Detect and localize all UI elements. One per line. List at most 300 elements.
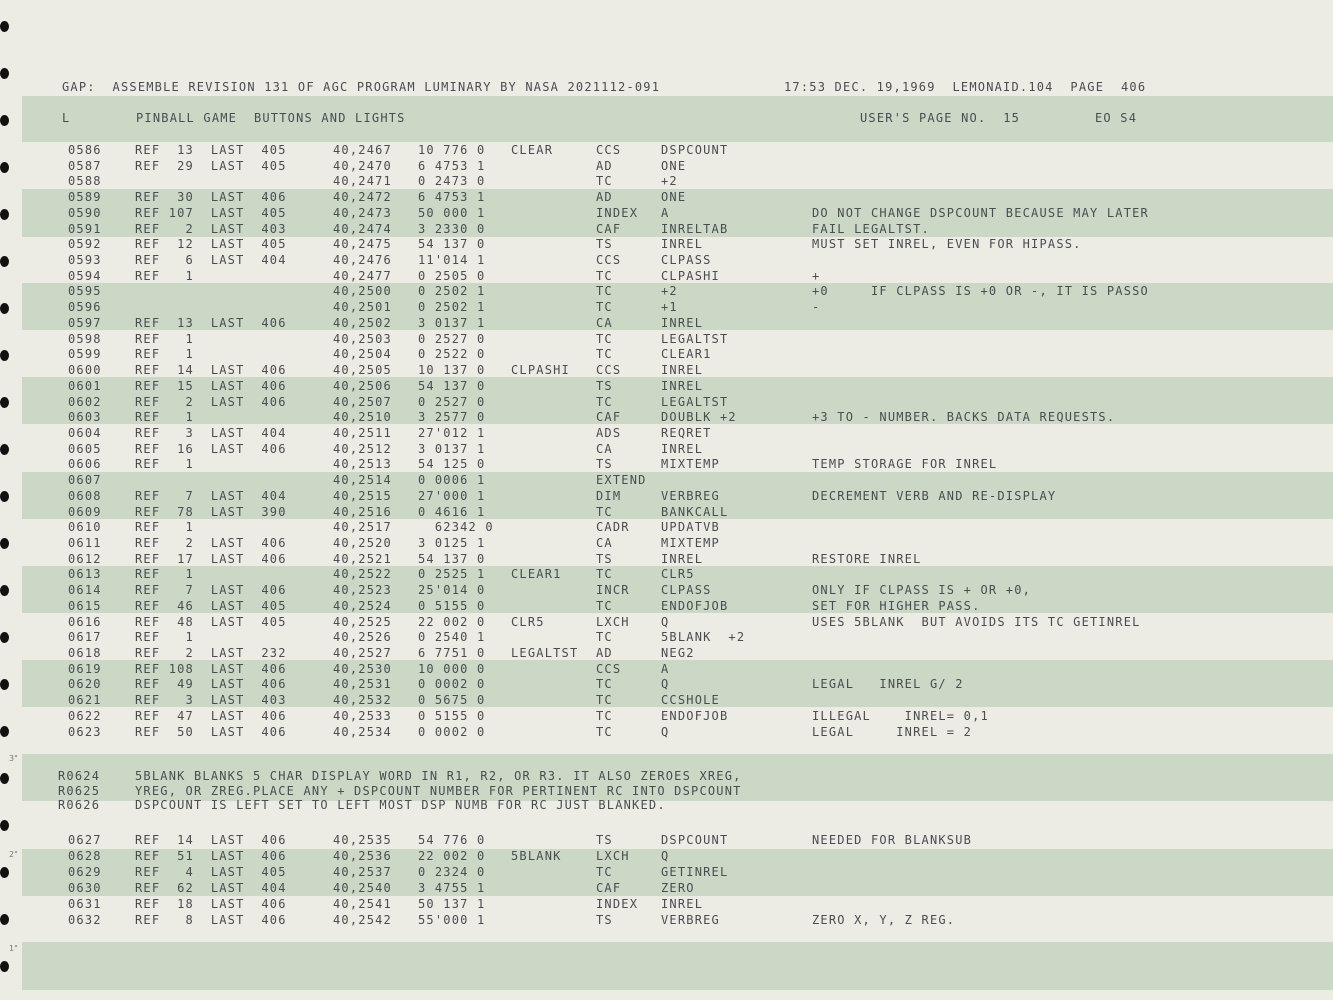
- cell-op: TS: [596, 551, 613, 566]
- cell-code: 6 4753 1: [418, 158, 486, 173]
- remark-line: R0625: [58, 783, 101, 798]
- cell-line: 0618: [68, 646, 102, 661]
- cell-comment: USES 5BLANK BUT AVOIDS ITS TC GETINREL: [812, 614, 1141, 629]
- cell-ref: REF 1: [135, 457, 194, 472]
- cell-comment: LEGAL INREL = 2: [812, 724, 973, 739]
- cell-ref: REF 7 LAST 404: [135, 488, 287, 503]
- cell-addr: 40,2506: [333, 378, 392, 393]
- cell-code: 22 002 0: [418, 614, 486, 629]
- cell-code: 25'014 0: [418, 583, 486, 598]
- cell-code: 0 0002 0: [418, 677, 486, 692]
- ruler-mark: 3": [9, 754, 18, 763]
- listing-row: [0, 363, 1333, 377]
- remark-text: YREG, OR ZREG.PLACE ANY + DSPCOUNT NUMBER FOR PERTINENT RC INTO DSPCOUNT: [135, 783, 742, 798]
- cell-ref: REF 30 LAST 406: [135, 190, 287, 205]
- cell-op: TC: [596, 284, 613, 299]
- cell-operand: CLPASS: [661, 583, 712, 598]
- cell-line: 0607: [68, 473, 102, 488]
- cell-addr: 40,2514: [333, 473, 392, 488]
- cell-op: CCS: [596, 363, 622, 378]
- remark-row: [0, 784, 1333, 798]
- cell-comment: TEMP STORAGE FOR INREL: [812, 457, 998, 472]
- section-title: PINBALL GAME BUTTONS AND LIGHTS: [136, 111, 406, 125]
- cell-op: CAF: [596, 221, 622, 236]
- cell-line: 0615: [68, 598, 102, 613]
- cell-operand: DOUBLK +2: [661, 410, 737, 425]
- cell-addr: 40,2500: [333, 284, 392, 299]
- cell-op: TC: [596, 300, 613, 315]
- cell-op: TC: [596, 567, 613, 582]
- cell-ref: REF 18 LAST 406: [135, 896, 287, 911]
- cell-op: DIM: [596, 488, 622, 503]
- cell-line: 0632: [68, 912, 102, 927]
- cell-line: 0614: [68, 583, 102, 598]
- cell-operand: CLR5: [661, 567, 695, 582]
- cell-operand: MIXTEMP: [661, 457, 720, 472]
- cell-code: 62342 0: [418, 520, 494, 535]
- listing-row: [0, 442, 1333, 456]
- cell-line: 0598: [68, 331, 102, 346]
- remark-row: [0, 798, 1333, 812]
- cell-operand: CLPASS: [661, 253, 712, 268]
- cell-op: LXCH: [596, 848, 630, 863]
- cell-comment: NEEDED FOR BLANKSUB: [812, 833, 973, 847]
- cell-addr: 40,2521: [333, 551, 392, 566]
- cell-ref: REF 2 LAST 232: [135, 646, 287, 661]
- cell-code: 3 0125 1: [418, 536, 486, 550]
- cell-line: 0627: [68, 833, 102, 847]
- cell-op: ADS: [596, 425, 622, 440]
- cell-ref: REF 14 LAST 406: [135, 363, 287, 378]
- cell-addr: 40,2534: [333, 724, 392, 739]
- listing-row: [0, 677, 1333, 691]
- listing-row: [0, 725, 1333, 739]
- cell-code: 55'000 1: [418, 912, 486, 927]
- cell-addr: 40,2531: [333, 677, 392, 692]
- remark-row: [0, 769, 1333, 783]
- cell-ref: REF 78 LAST 390: [135, 504, 287, 519]
- cell-line: 0597: [68, 315, 102, 330]
- cell-code: 0 5155 0: [418, 598, 486, 613]
- cell-label: CLEAR: [511, 143, 554, 157]
- cell-line: 0603: [68, 410, 102, 425]
- cell-code: 10 137 0: [418, 363, 486, 378]
- cell-addr: 40,2477: [333, 268, 392, 283]
- cell-comment: DO NOT CHANGE DSPCOUNT BECAUSE MAY LATER: [812, 205, 1149, 220]
- cell-operand: ONE: [661, 158, 687, 173]
- cell-code: 0 5155 0: [418, 708, 486, 723]
- cell-line: 0588: [68, 174, 102, 189]
- cell-op: EXTEND: [596, 473, 647, 488]
- cell-ref: REF 48 LAST 405: [135, 614, 287, 629]
- cell-code: 0 0006 1: [418, 473, 486, 488]
- cell-code: 0 2473 0: [418, 174, 486, 189]
- listing-row: [0, 897, 1333, 911]
- cell-operand: INREL: [661, 551, 704, 566]
- cell-line: 0605: [68, 441, 102, 456]
- cell-code: 50 000 1: [418, 205, 486, 220]
- cell-operand: LEGALTST: [661, 331, 729, 346]
- cell-ref: REF 1: [135, 567, 194, 582]
- cell-line: 0594: [68, 268, 102, 283]
- cell-operand: Q: [661, 614, 670, 629]
- cell-op: LXCH: [596, 614, 630, 629]
- cell-line: 0613: [68, 567, 102, 582]
- listing-row: [0, 881, 1333, 895]
- cell-comment: DECREMENT VERB AND RE-DISPLAY: [812, 488, 1057, 503]
- cell-operand: CCSHOLE: [661, 693, 720, 708]
- listing-row: [0, 833, 1333, 847]
- cell-addr: 40,2511: [333, 425, 392, 440]
- cell-addr: 40,2476: [333, 253, 392, 268]
- feed-hole: [0, 115, 9, 126]
- cell-addr: 40,2502: [333, 315, 392, 330]
- cell-line: 0611: [68, 536, 102, 550]
- listing-row: [0, 505, 1333, 519]
- cell-comment: SET FOR HIGHER PASS.: [812, 598, 981, 613]
- cell-op: TC: [596, 504, 613, 519]
- cell-operand: INREL: [661, 315, 704, 330]
- cell-line: 0629: [68, 864, 102, 879]
- cell-addr: 40,2530: [333, 661, 392, 676]
- cell-addr: 40,2475: [333, 237, 392, 252]
- cell-line: 0596: [68, 300, 102, 315]
- cell-op: TS: [596, 912, 613, 927]
- feed-hole: [0, 961, 9, 972]
- listing-row: [0, 520, 1333, 534]
- cell-ref: REF 1: [135, 331, 194, 346]
- cell-code: 3 2330 0: [418, 221, 486, 236]
- cell-op: TC: [596, 331, 613, 346]
- cell-op: TC: [596, 677, 613, 692]
- cell-line: 0609: [68, 504, 102, 519]
- listing-row: [0, 489, 1333, 503]
- cell-ref: REF 12 LAST 405: [135, 237, 287, 252]
- cell-op: TC: [596, 708, 613, 723]
- cell-ref: REF 8 LAST 406: [135, 912, 287, 927]
- cell-op: INDEX: [596, 205, 639, 220]
- cell-code: 0 2505 0: [418, 268, 486, 283]
- cell-line: 0608: [68, 488, 102, 503]
- cell-line: 0586: [68, 143, 102, 157]
- cell-op: TC: [596, 347, 613, 362]
- cell-code: 0 2525 1: [418, 567, 486, 582]
- remark-line: R0624: [58, 769, 101, 783]
- ruler-mark: 2": [9, 850, 18, 859]
- cell-code: 0 2502 1: [418, 300, 486, 315]
- cell-comment: +0 IF CLPASS IS +0 OR -, IT IS PASSO: [812, 284, 1149, 299]
- cell-line: 0606: [68, 457, 102, 472]
- cell-op: TS: [596, 833, 613, 847]
- ruler-mark: 1": [9, 944, 18, 953]
- cell-code: 0 2502 1: [418, 284, 486, 299]
- feed-hole: [0, 68, 9, 79]
- cell-ref: REF 15 LAST 406: [135, 378, 287, 393]
- cell-addr: 40,2504: [333, 347, 392, 362]
- cell-ref: REF 7 LAST 406: [135, 583, 287, 598]
- cell-label: 5BLANK: [511, 848, 562, 863]
- cell-ref: REF 14 LAST 406: [135, 833, 287, 847]
- feed-hole: [0, 820, 9, 831]
- listing-row: [0, 347, 1333, 361]
- cell-ref: REF 16 LAST 406: [135, 441, 287, 456]
- listing-row: [0, 300, 1333, 314]
- listing-row: [0, 190, 1333, 204]
- cell-line: 0591: [68, 221, 102, 236]
- cell-line: 0616: [68, 614, 102, 629]
- cell-line: 0587: [68, 158, 102, 173]
- cell-operand: INRELTAB: [661, 221, 729, 236]
- cell-addr: 40,2525: [333, 614, 392, 629]
- cell-comment: +: [812, 268, 821, 283]
- cell-code: 54 137 0: [418, 378, 486, 393]
- cell-label: CLR5: [511, 614, 545, 629]
- cell-ref: REF 1: [135, 410, 194, 425]
- cell-addr: 40,2522: [333, 567, 392, 582]
- cell-addr: 40,2523: [333, 583, 392, 598]
- cell-line: 0621: [68, 693, 102, 708]
- cell-ref: REF 2 LAST 406: [135, 394, 287, 409]
- remark-text: 5BLANK BLANKS 5 CHAR DISPLAY WORD IN R1, R2, OR R3. IT ALSO ZEROES XREG,: [135, 769, 742, 783]
- cell-code: 10 000 0: [418, 661, 486, 676]
- remark-line: R0626: [58, 798, 101, 812]
- cell-code: 11'014 1: [418, 253, 486, 268]
- cell-operand: A: [661, 205, 670, 220]
- cell-line: 0628: [68, 848, 102, 863]
- cell-operand: INREL: [661, 441, 704, 456]
- cell-code: 0 2527 0: [418, 394, 486, 409]
- listing-row: [0, 159, 1333, 173]
- cell-ref: REF 1: [135, 347, 194, 362]
- cell-op: TC: [596, 724, 613, 739]
- cell-addr: 40,2532: [333, 693, 392, 708]
- listing-row: [0, 253, 1333, 267]
- cell-operand: INREL: [661, 363, 704, 378]
- cell-operand: Q: [661, 724, 670, 739]
- cell-addr: 40,2507: [333, 394, 392, 409]
- cell-op: TC: [596, 693, 613, 708]
- cell-ref: REF 29 LAST 405: [135, 158, 287, 173]
- cell-code: 54 137 0: [418, 551, 486, 566]
- cell-op: CA: [596, 441, 613, 456]
- cell-code: 54 776 0: [418, 833, 486, 847]
- cell-ref: REF 108 LAST 406: [135, 661, 287, 676]
- listing-row: [0, 237, 1333, 251]
- cell-label: CLPASHI: [511, 363, 570, 378]
- cell-addr: 40,2520: [333, 536, 392, 550]
- eo-code: EO S4: [1095, 111, 1138, 125]
- cell-ref: REF 47 LAST 406: [135, 708, 287, 723]
- cell-line: 0620: [68, 677, 102, 692]
- cell-line: 0612: [68, 551, 102, 566]
- cell-addr: 40,2535: [333, 833, 392, 847]
- cell-addr: 40,2471: [333, 174, 392, 189]
- cell-operand: CLPASHI: [661, 268, 720, 283]
- listing-row: [0, 615, 1333, 629]
- cell-label: CLEAR1: [511, 567, 562, 582]
- cell-op: CAF: [596, 880, 622, 895]
- cell-code: 0 0002 0: [418, 724, 486, 739]
- cell-line: 0593: [68, 253, 102, 268]
- cell-code: 6 4753 1: [418, 190, 486, 205]
- cell-ref: REF 1: [135, 520, 194, 535]
- cell-operand: UPDATVB: [661, 520, 720, 535]
- listing-row: [0, 143, 1333, 157]
- cell-line: 0622: [68, 708, 102, 723]
- cell-operand: REQRET: [661, 425, 712, 440]
- cell-line: 0617: [68, 630, 102, 645]
- cell-operand: LEGALTST: [661, 394, 729, 409]
- cell-line: 0599: [68, 347, 102, 362]
- listing-row: [0, 457, 1333, 471]
- listing-row: [0, 269, 1333, 283]
- cell-comment: -: [812, 300, 821, 315]
- listing-row: [0, 552, 1333, 566]
- cell-addr: 40,2472: [333, 190, 392, 205]
- cell-addr: 40,2537: [333, 864, 392, 879]
- cell-ref: REF 46 LAST 405: [135, 598, 287, 613]
- cell-code: 0 2527 0: [418, 331, 486, 346]
- cell-operand: GETINREL: [661, 864, 729, 879]
- cell-op: TC: [596, 268, 613, 283]
- cell-ref: REF 2 LAST 403: [135, 221, 287, 236]
- cell-op: INDEX: [596, 896, 639, 911]
- cell-op: TC: [596, 864, 613, 879]
- cell-op: TS: [596, 457, 613, 472]
- cell-code: 6 7751 0: [418, 646, 486, 661]
- listing-row: [0, 379, 1333, 393]
- cell-ref: REF 13 LAST 405: [135, 143, 287, 157]
- cell-addr: 40,2501: [333, 300, 392, 315]
- cell-line: 0600: [68, 363, 102, 378]
- cell-line: 0589: [68, 190, 102, 205]
- listing-row: [0, 473, 1333, 487]
- listing-row: [0, 583, 1333, 597]
- cell-operand: MIXTEMP: [661, 536, 720, 550]
- listing-row: [0, 174, 1333, 188]
- cell-op: TC: [596, 174, 613, 189]
- cell-code: 0 4616 1: [418, 504, 486, 519]
- cell-line: 0595: [68, 284, 102, 299]
- listing-row: [0, 599, 1333, 613]
- subheader-l: L: [62, 111, 71, 125]
- cell-code: 10 776 0: [418, 143, 486, 157]
- cell-ref: REF 3 LAST 404: [135, 425, 287, 440]
- cell-addr: 40,2527: [333, 646, 392, 661]
- cell-comment: MUST SET INREL, EVEN FOR HIPASS.: [812, 237, 1082, 252]
- cell-line: 0630: [68, 880, 102, 895]
- cell-operand: BANKCALL: [661, 504, 729, 519]
- cell-ref: REF 49 LAST 406: [135, 677, 287, 692]
- cell-op: CCS: [596, 253, 622, 268]
- listing-row: [0, 693, 1333, 707]
- cell-op: CA: [596, 536, 613, 550]
- cell-ref: REF 13 LAST 406: [135, 315, 287, 330]
- header-timestamp-page: 17:53 DEC. 19,1969 LEMONAID.104 PAGE 406: [784, 80, 1147, 94]
- cell-addr: 40,2516: [333, 504, 392, 519]
- cell-operand: Q: [661, 848, 670, 863]
- listing-row: [0, 646, 1333, 660]
- cell-ref: REF 1: [135, 268, 194, 283]
- cell-op: CADR: [596, 520, 630, 535]
- cell-line: 0604: [68, 425, 102, 440]
- cell-label: LEGALTST: [511, 646, 579, 661]
- cell-operand: +2: [661, 174, 678, 189]
- cell-addr: 40,2512: [333, 441, 392, 456]
- cell-line: 0592: [68, 237, 102, 252]
- cell-addr: 40,2473: [333, 205, 392, 220]
- greenbar-band: [22, 942, 1333, 990]
- cell-operand: VERBREG: [661, 488, 720, 503]
- cell-ref: REF 6 LAST 404: [135, 253, 287, 268]
- cell-operand: ONE: [661, 190, 687, 205]
- cell-ref: REF 50 LAST 406: [135, 724, 287, 739]
- cell-line: 0623: [68, 724, 102, 739]
- cell-code: 0 2522 0: [418, 347, 486, 362]
- cell-operand: DSPCOUNT: [661, 143, 729, 157]
- cell-addr: 40,2542: [333, 912, 392, 927]
- cell-addr: 40,2517: [333, 520, 392, 535]
- cell-operand: +1: [661, 300, 678, 315]
- cell-comment: FAIL LEGALTST.: [812, 221, 930, 236]
- cell-code: 27'000 1: [418, 488, 486, 503]
- listing-row: [0, 536, 1333, 550]
- cell-addr: 40,2503: [333, 331, 392, 346]
- listing-row: [0, 284, 1333, 298]
- cell-addr: 40,2513: [333, 457, 392, 472]
- cell-addr: 40,2505: [333, 363, 392, 378]
- cell-code: 22 002 0: [418, 848, 486, 863]
- listing-row: [0, 865, 1333, 879]
- cell-op: TS: [596, 237, 613, 252]
- cell-line: 0610: [68, 520, 102, 535]
- cell-ref: REF 1: [135, 630, 194, 645]
- cell-operand: Q: [661, 677, 670, 692]
- cell-addr: 40,2470: [333, 158, 392, 173]
- cell-op: CCS: [596, 661, 622, 676]
- feed-hole: [0, 21, 9, 32]
- cell-comment: RESTORE INREL: [812, 551, 922, 566]
- cell-code: 3 0137 1: [418, 441, 486, 456]
- cell-ref: REF 3 LAST 403: [135, 693, 287, 708]
- cell-addr: 40,2474: [333, 221, 392, 236]
- listing-row: [0, 709, 1333, 723]
- cell-line: 0619: [68, 661, 102, 676]
- listing-row: [0, 662, 1333, 676]
- cell-operand: A: [661, 661, 670, 676]
- cell-op: CAF: [596, 410, 622, 425]
- listing-row: [0, 567, 1333, 581]
- cell-op: CA: [596, 315, 613, 330]
- cell-code: 27'012 1: [418, 425, 486, 440]
- cell-code: 54 125 0: [418, 457, 486, 472]
- listing-row: [0, 206, 1333, 220]
- cell-ref: REF 51 LAST 406: [135, 848, 287, 863]
- cell-comment: +3 TO - NUMBER. BACKS DATA REQUESTS.: [812, 410, 1116, 425]
- cell-operand: INREL: [661, 237, 704, 252]
- listing-row: [0, 630, 1333, 644]
- cell-operand: ENDOFJOB: [661, 708, 729, 723]
- cell-operand: CLEAR1: [661, 347, 712, 362]
- listing-row: [0, 849, 1333, 863]
- cell-op: TC: [596, 630, 613, 645]
- cell-addr: 40,2526: [333, 630, 392, 645]
- cell-comment: ONLY IF CLPASS IS + OR +0,: [812, 583, 1032, 598]
- cell-code: 0 2324 0: [418, 864, 486, 879]
- cell-ref: REF 17 LAST 406: [135, 551, 287, 566]
- cell-op: TS: [596, 378, 613, 393]
- cell-comment: LEGAL INREL G/ 2: [812, 677, 964, 692]
